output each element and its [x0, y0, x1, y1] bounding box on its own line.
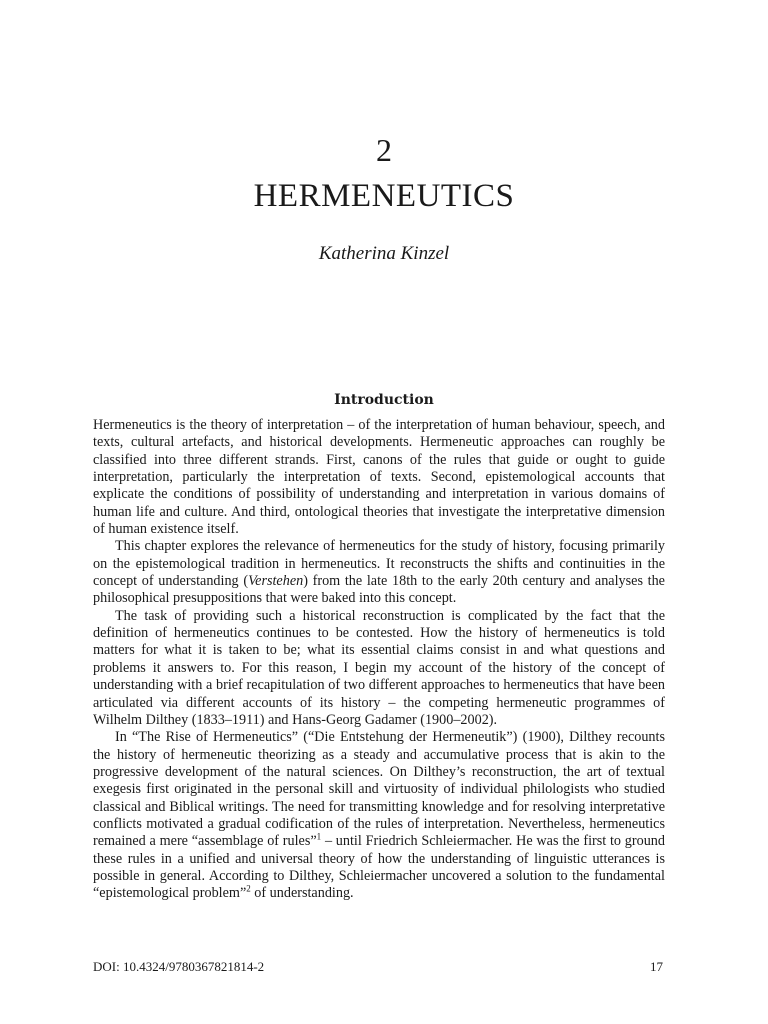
footer-page-number: 17 [650, 959, 663, 974]
paragraph-2-text-a: This chapter explores the relevance of hermeneutics for the study of history, focusing primarily on the epistemological tradition in hermeneutics. It reconstructs the shifts and continuities in the concept of understanding ( [93, 538, 665, 590]
chapter-title: HERMENEUTICS [253, 178, 515, 214]
paragraph-4-text-a: In “The Rise of Hermeneutics” (“Die Entstehung der Hermeneutik”) (1900), Dilthey recounts the history of hermeneutic theorizing as a steady and accumulative process that is akin to the progressive development of the natural sciences. On Dilthey’s reconstruction, the art of textual exegesis first originated in the personal skill and virtuosity of individual philologists who studied classical and Biblical writings. The need for transmitting knowledge and for resolving interpretative conflicts motivated a gradual codification of the rules of interpretation. Nevertheless, hermeneutics remained a mere “assemblage of rules” [93, 729, 665, 850]
paragraph-4 [93, 729, 665, 902]
paragraph-4-text-b: – until Friedrich Schleiermacher. He was the first to ground these rules in a unified and universal theory of how the understanding of linguistic utterances is possible in general. According to Dilthey, Schleiermacher uncovered a solution to the fundamental “epistemological problem” [93, 833, 665, 902]
footer-doi: DOI: 10.4324/9780367821814-2 [93, 959, 265, 974]
chapter-number: 2 [376, 132, 392, 168]
chapter-author: Katherina Kinzel [318, 243, 450, 264]
paragraph-2-text-b: ) from the late 18th to the early 20th century and analyses the philosophical presuppositions that were baked into this concept. [93, 573, 665, 607]
paragraph-4-text-c: of understanding. [250, 885, 354, 902]
footnote-marker-2[interactable]: 2 [246, 883, 251, 894]
paragraph-2-term: Verstehen [248, 573, 304, 590]
paragraph-2 [93, 538, 665, 607]
section-heading: Introduction [334, 392, 434, 408]
footnote-marker-1[interactable]: 1 [316, 831, 322, 842]
body-text [93, 417, 665, 903]
paragraph-1: Hermeneutics is the theory of interpretation – of the interpretation of human behaviour, speech, and texts, cultural artefacts, and historical developments. Hermeneutic approaches can roughly be classified into three different strands. First, canons of the rules that guide or ought to guide interpretation, particularly the interpretation of texts. Second, epistemological accounts that explicate the conditions of possibility of understanding and interpretation in various domains of human life and culture. And third, ontological theories that investigate the interpretative dimension of human existence itself. [93, 417, 665, 538]
paragraph-3: The task of providing such a historical reconstruction is complicated by the fact that the definition of hermeneutics continues to be contested. How the history of hermeneutics is told matters for what it is taken to be; what its essential claims consist in and what questions and problems it answers to. For this reason, I begin my account of the history of the concept of understanding with a brief recapitulation of two different approaches to hermeneutics that have been articulated via different accounts of its history – the competing hermeneutic programmes of Wilhelm Dilthey (1833–1911) and Hans-Georg Gadamer (1900–2002). [93, 607, 665, 728]
